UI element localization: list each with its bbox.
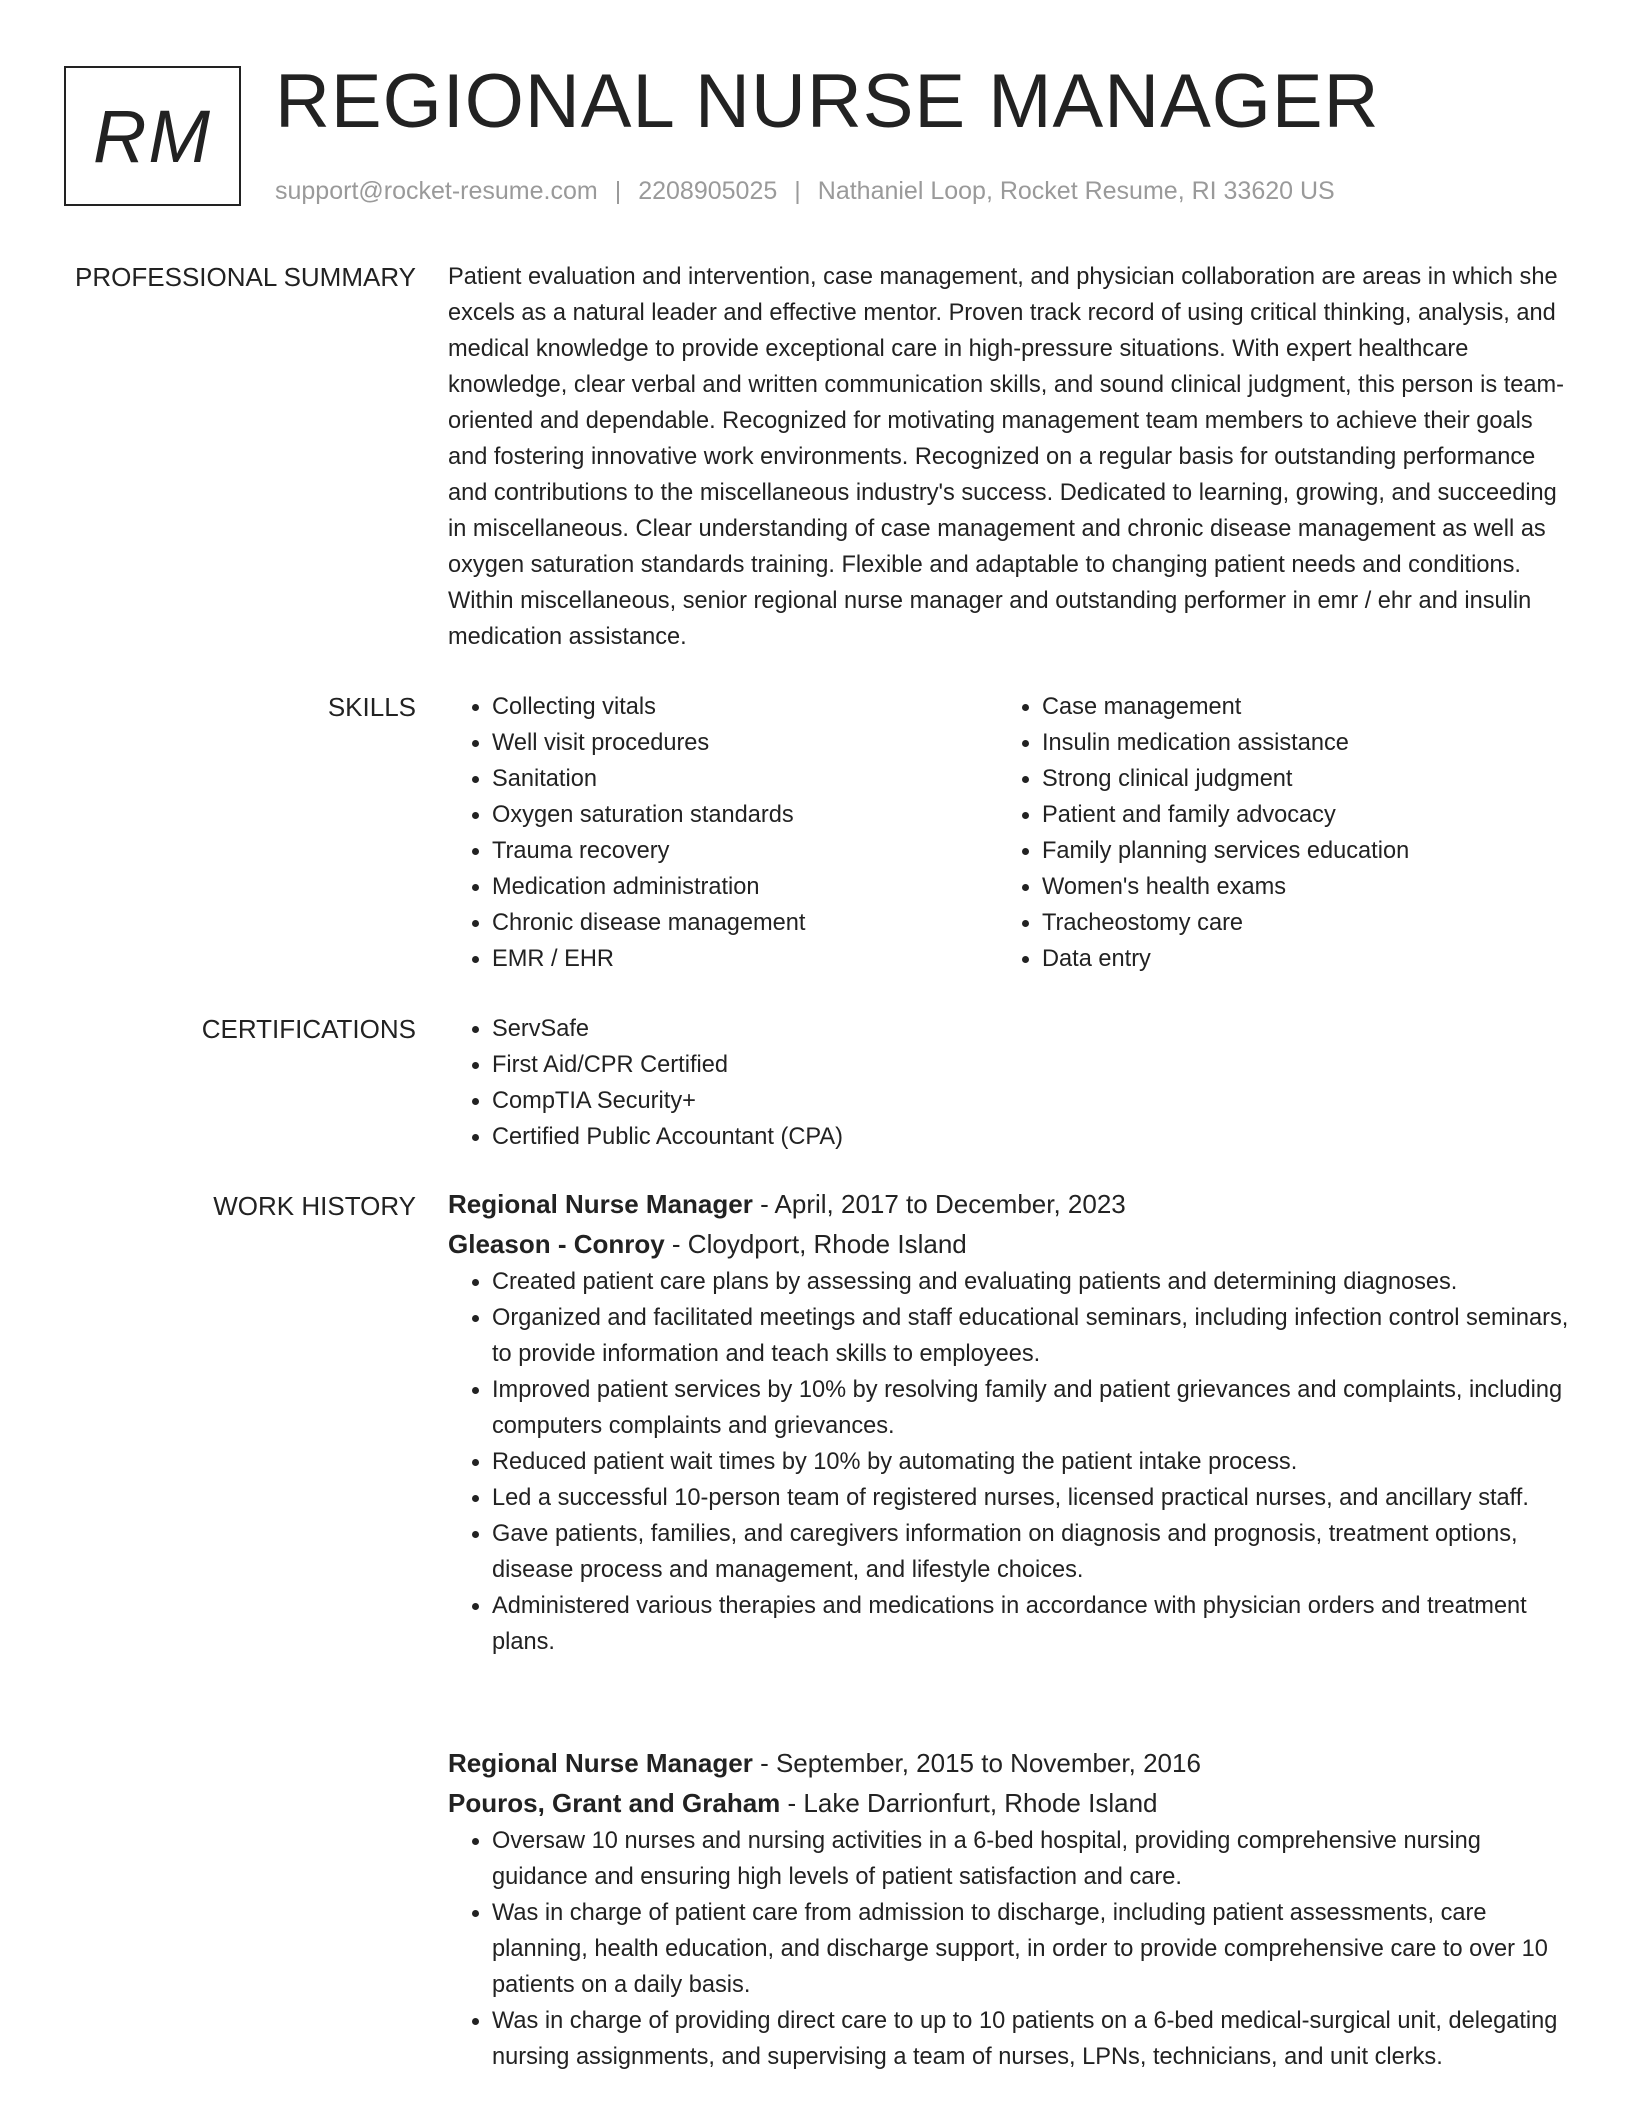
certification-item: • First Aid/CPR Certified [492,1047,1570,1083]
skill-item: • Case management [1042,689,1548,725]
job-bullet: • Created patient care plans by assessing and evaluating patients and determining diagnoses. [492,1264,1570,1300]
job-title-line [448,1184,1570,1224]
skills-label: SKILLS [327,692,416,722]
skills-list-right [998,689,1548,977]
skill-item: • Medication administration [492,869,998,905]
job-title: Regional Nurse Manager [448,1189,753,1219]
contact-phone: 2208905025 [638,177,778,205]
skill-item: • Sanitation [492,761,998,797]
skill-item: • Trauma recovery [492,833,998,869]
job-dates: - April, 2017 to December, 2023 [752,1189,1126,1219]
certification-item: • ServSafe [492,1011,1570,1047]
job-company: Gleason - Conroy [448,1229,665,1259]
certifications-label: CERTIFICATIONS [201,1014,416,1044]
job-bullet-list [448,1264,1570,1660]
job-bullet: • Gave patients, families, and caregivers information on diagnosis and prognosis, treatment options, disease process and management, and lifestyle choices. [492,1516,1570,1588]
skill-item: • Women's health exams [1042,869,1548,905]
monogram-logo: RM [64,66,241,206]
job-bullet: • Improved patient services by 10% by resolving family and patient grievances and complaints, including computers complaints and grievances. [492,1372,1570,1444]
job-entry [448,1743,1570,2075]
job-bullet: • Was in charge of providing direct care to up to 10 patients on a 6-bed medical-surgical unit, delegating nursing assignments, and supervising a team of nurses, LPNs, technicians, and unit clerks. [492,2003,1570,2075]
contact-address: Nathaniel Loop, Rocket Resume, RI 33620 US [817,177,1335,205]
skill-item: • Collecting vitals [492,689,998,725]
certification-item: • CompTIA Security+ [492,1083,1570,1119]
certification-item: • Certified Public Accountant (CPA) [492,1119,1570,1155]
skill-item: • Well visit procedures [492,725,998,761]
summary-text: Patient evaluation and intervention, case management, and physician collaboration are areas in which she excels as a natural leader and effective mentor. Proven track record of using critical thinking, analysis, and medical knowledge to provide exceptional care in high-pressure situations. With expert healthcare knowledge, clear verbal and written communication skills, and sound clinical judgment, this person is team-oriented and dependable. Recognized for motivating management team members to achieve their goals and fostering innovative work environments. Recognized on a regular basis for outstanding performance and contributions to the miscellaneous industry's success. Dedicated to learning, growing, and succeeding in miscellaneous. Clear understanding of case management and chronic disease management as well as oxygen saturation standards training. Flexible and adaptable to changing patient needs and conditions. Within miscellaneous, senior regional nurse manager and outstanding performer in emr / ehr and insulin medication assistance. [448,264,1565,650]
skill-item: • Strong clinical judgment [1042,761,1548,797]
skills-column-left [448,689,998,977]
job-dates: - September, 2015 to November, 2016 [752,1748,1201,1778]
work-history-label: WORK HISTORY [213,1191,416,1221]
job-bullet-list [448,1823,1570,2075]
skill-item: • EMR / EHR [492,941,998,977]
certifications-list [448,1011,1570,1155]
skill-item: • Patient and family advocacy [1042,797,1548,833]
job-title: Regional Nurse Manager [448,1748,753,1778]
skills-list-left [448,689,998,977]
job-bullet: • Administered various therapies and medications in accordance with physician orders and treatment plans. [492,1588,1570,1660]
skill-item: • Data entry [1042,941,1548,977]
job-bullet: • Reduced patient wait times by 10% by automating the patient intake process. [492,1444,1570,1480]
resume-title: REGIONAL NURSE MANAGER [275,59,1380,144]
job-bullet: • Organized and facilitated meetings and staff educational seminars, including infection control seminars, to provide information and teach skills to employees. [492,1300,1570,1372]
job-bullet: • Oversaw 10 nurses and nursing activities in a 6-bed hospital, providing comprehensive nursing guidance and ensuring high levels of patient satisfaction and care. [492,1823,1570,1895]
job-location: - Lake Darrionfurt, Rhode Island [780,1788,1158,1818]
job-title-line [448,1743,1570,1783]
job-bullet: • Was in charge of patient care from admission to discharge, including patient assessments, care planning, health education, and discharge support, in order to provide comprehensive care to over 10 patients on a daily basis. [492,1895,1570,2003]
skill-item: • Insulin medication assistance [1042,725,1548,761]
skill-item: • Chronic disease management [492,905,998,941]
job-bullet: • Led a successful 10-person team of registered nurses, licensed practical nurses, and ancillary staff. [492,1480,1570,1516]
skills-column-right [998,689,1548,977]
contact-separator: | [614,177,622,205]
job-location: - Cloydport, Rhode Island [664,1229,967,1259]
summary-label: PROFESSIONAL SUMMARY [75,262,416,292]
job-company-line [448,1783,1570,1823]
contact-email: support@rocket-resume.com [275,177,598,205]
job-company-line [448,1224,1570,1264]
skill-item: • Tracheostomy care [1042,905,1548,941]
skills-columns [448,689,1570,977]
job-entry [448,1184,1570,1660]
skill-item: • Family planning services education [1042,833,1548,869]
contact-separator: | [794,177,801,205]
skill-item: • Oxygen saturation standards [492,797,998,833]
contact-line [275,174,1335,208]
job-company: Pouros, Grant and Graham [448,1788,781,1818]
